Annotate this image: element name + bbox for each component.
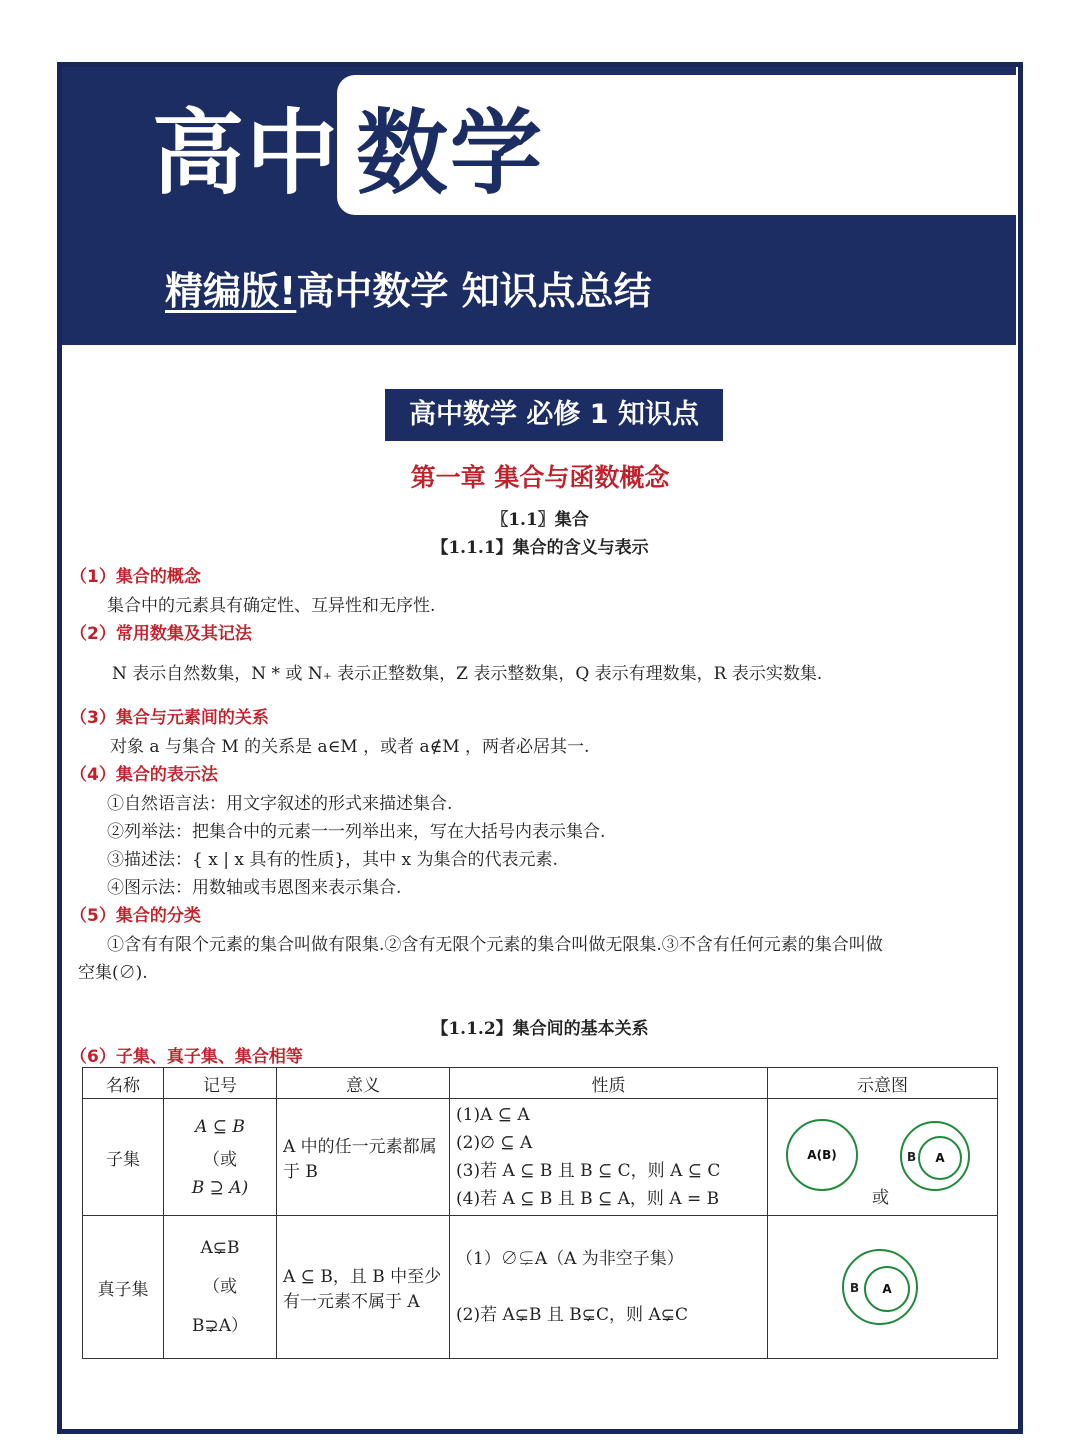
text-listing: ②列举法：把集合中的元素一一列举出来，写在大括号内表示集合. [107,822,606,842]
cell-properties [450,1216,768,1359]
property-line: (3)若 A ⊆ B 且 B ⊆ C，则 A ⊆ C [456,1161,721,1181]
title-right: 数学 [356,100,545,207]
property-line: （1）∅⊊A（A 为非空子集） [456,1249,684,1269]
section-heading-1-1-2: 【1.1.2】集合间的基本关系 [431,1019,649,1039]
property-line: (4)若 A ⊆ B 且 B ⊆ A，则 A = B [456,1189,720,1209]
text-classification-1: ①含有有限个元素的集合叫做有限集.②含有无限个元素的集合叫做无限集.③不含有任何元素的集合叫做 [107,935,883,955]
venn-circle-inner: A [918,1136,962,1180]
heading-subsets: （6）子集、真子集、集合相等 [70,1047,303,1067]
section-badge: 高中数学 必修 1 知识点 [385,389,723,441]
table-header: 名称 [83,1068,164,1099]
section-heading-1-1: 〖1.1〗集合 [491,510,589,530]
text-diagram: ④图示法：用数轴或韦恩图来表示集合. [107,878,402,898]
banner-subtitle [165,269,652,313]
text-concept: 集合中的元素具有确定性、互异性和无序性. [107,596,436,616]
heading-number-sets: （2）常用数集及其记法 [70,624,252,644]
text-classification-2: 空集(∅). [78,963,148,983]
property-line: (1)A ⊆ A [456,1105,530,1125]
section-heading-1-1-1: 【1.1.1】集合的含义与表示 [431,538,649,558]
property-line: (2)∅ ⊆ A [456,1133,533,1153]
chapter-title: 第一章 集合与函数概念 [410,463,670,492]
symbol-line: （或 [203,1149,237,1170]
table-row [83,1099,998,1216]
cell-name: 子集 [83,1099,164,1216]
subtitle-part1: 精编版! [165,269,297,313]
venn-circle-inner: A [864,1266,910,1312]
text-natural-language: ①自然语言法：用文字叙述的形式来描述集合. [107,794,453,814]
cell-properties [450,1099,768,1216]
text-number-sets: N 表示自然数集，N * 或 N₊ 表示正整数集，Z 表示整数集，Q 表示有理数集，R 表示实数集. [112,664,823,684]
table-header-row [83,1068,998,1099]
table-header: 示意图 [768,1068,998,1099]
cell-diagram [768,1099,998,1216]
text-description: ③描述法：{ x | x 具有的性质}，其中 x 为集合的代表元素. [107,850,558,870]
symbol-line: B ⊇ A) [191,1177,249,1198]
proper-subset-diagram [768,1216,997,1358]
heading-classification: （5）集合的分类 [70,906,201,926]
venn-circle-equal: A(B) [786,1119,858,1191]
cell-name: 真子集 [83,1216,164,1359]
table-header: 记号 [164,1068,277,1099]
cell-diagram [768,1216,998,1359]
table-header: 性质 [450,1068,768,1099]
venn-label-outer: B [907,1149,917,1164]
cell-meaning: A ⊆ B，且 B 中至少有一元素不属于 A [277,1216,450,1359]
table-header: 意义 [277,1068,450,1099]
symbol-line: A ⊆ B [195,1116,245,1137]
symbol-line: B⊋A） [191,1316,248,1336]
subset-diagram [768,1101,997,1214]
heading-representation: （4）集合的表示法 [70,765,218,785]
cell-meaning: A 中的任一元素都属于 B [277,1099,450,1216]
property-line: (2)若 A⊊B 且 B⊊C，则 A⊊C [456,1305,688,1325]
cell-symbol [164,1216,277,1359]
or-label: 或 [872,1187,889,1208]
heading-concept: （1）集合的概念 [70,567,201,587]
subset-table [82,1067,998,1359]
heading-membership: （3）集合与元素间的关系 [70,708,269,728]
title-left: 高中 [152,100,341,207]
subtitle-part2: 高中数学 知识点总结 [296,269,652,313]
venn-label-outer: B [850,1281,860,1295]
symbol-line: （或 [203,1277,237,1297]
symbol-line: A⊊B [200,1238,240,1258]
cell-symbol [164,1099,277,1216]
table-row [83,1216,998,1359]
text-membership: 对象 a 与集合 M 的关系是 a∈M ，或者 a∉M ，两者必居其一. [110,737,590,757]
